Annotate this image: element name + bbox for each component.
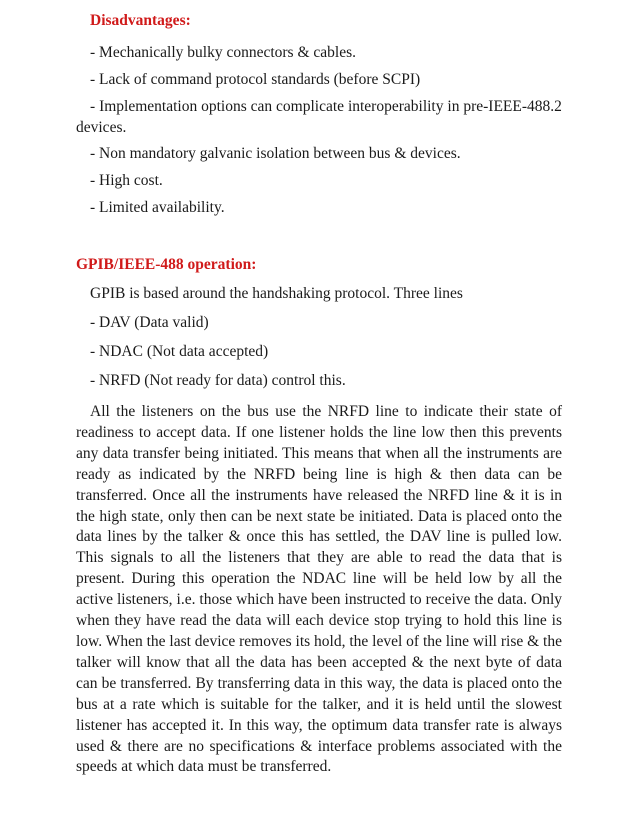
disadvantage-item-4: - Non mandatory galvanic isolation between bus & devices.	[90, 145, 461, 162]
disadvantage-item-3-line-2: devices.	[76, 119, 127, 136]
disadvantage-item-1: - Mechanically bulky connectors & cables.	[90, 44, 356, 61]
disadvantage-item-3	[76, 98, 562, 137]
item3-word: interoperability	[347, 98, 444, 115]
operation-line-ndac: - NDAC (Not data accepted)	[90, 343, 269, 360]
disadvantage-item-5: - High cost.	[90, 172, 163, 189]
operation-line-dav: - DAV (Data valid)	[90, 314, 209, 331]
item3-word: can	[250, 98, 273, 115]
disadvantage-item-6: - Limited availability.	[90, 199, 225, 216]
item3-word: options	[201, 98, 247, 115]
item3-word: Implementation	[99, 98, 198, 115]
operation-line-nrfd: - NRFD (Not ready for data) control this.	[90, 372, 346, 389]
item3-dash: -	[90, 98, 96, 115]
item3-word: in	[447, 98, 460, 115]
operation-intro: GPIB is based around the handshaking protocol. Three lines	[90, 285, 463, 302]
operation-heading: GPIB/IEEE-488 operation:	[76, 256, 257, 273]
disadvantage-item-3-line-1	[76, 98, 562, 116]
operation-paragraph: All the listeners on the bus use the NRFD line to indicate their state of readiness to accept data. If one listener holds the line low then this prevents any data transfer being initiated. This means that when all the instruments are ready as indicated by the NRFD being line is high & then data can be transferred. Once all the instruments have released the NRFD line & it is in the high state, only then can be next state be initiated. Data is placed onto the data lines by the talker & once this has settled, the DAV line is pulled low. This signals to all the listeners that they are able to read the data that is present. During this operation the NDAC line will be held low by all the active listeners, i.e. those which have been instructed to receive the data. Only when they have read the data will each device stop trying to hold this line is low. When the last device removes its hold, the level of the line will rise & the talker will know that all the data has been accepted & the next byte of data can be transferred. By transferring data in this way, the data is placed onto the bus at a rate which is suitable for the talker, and it is held until the slowest listener has accepted it. In this way, the optimum data transfer rate is always used & there are no specifications & interface problems associated with the speeds at which data must be transferred.	[76, 403, 562, 776]
item3-word: complicate	[276, 98, 345, 115]
item3-word: pre-IEEE-488.2	[463, 98, 562, 115]
disadvantages-heading: Disadvantages:	[90, 12, 191, 29]
disadvantage-item-2: - Lack of command protocol standards (before SCPI)	[90, 71, 421, 88]
